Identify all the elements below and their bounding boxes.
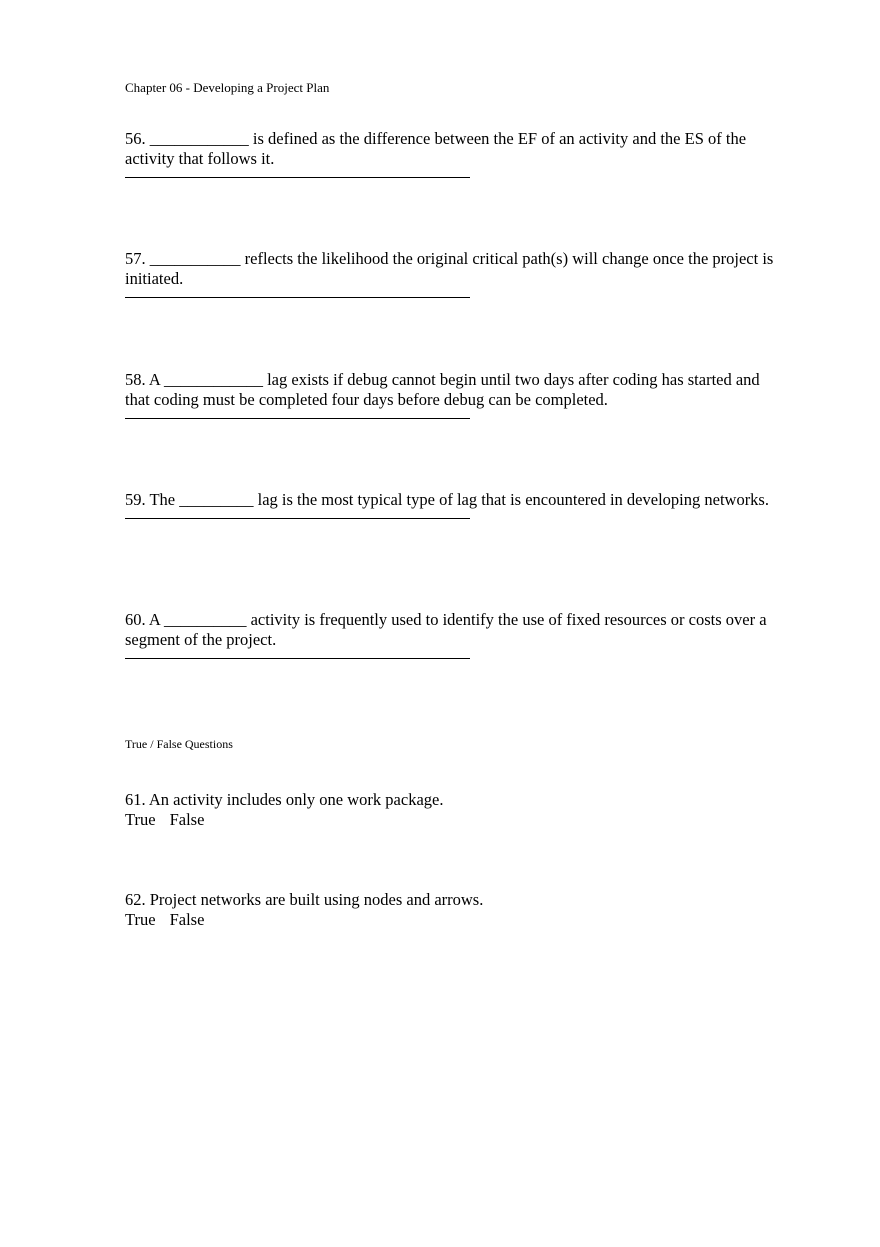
question-text: 60. A __________ activity is frequently used to identify the use of fixed resources or costs over a segment of the project. <box>125 610 767 649</box>
question-60 <box>125 610 785 659</box>
question-62 <box>125 890 785 930</box>
option-false[interactable]: False <box>169 910 205 929</box>
true-false-heading: True / False Questions <box>125 737 233 751</box>
answer-line[interactable] <box>125 297 470 298</box>
question-57 <box>125 249 785 298</box>
answer-line[interactable] <box>125 518 470 519</box>
question-56 <box>125 129 785 178</box>
true-false-options <box>125 810 785 830</box>
option-true[interactable]: True <box>125 910 156 929</box>
answer-line[interactable] <box>125 177 470 178</box>
question-61 <box>125 790 785 830</box>
true-false-options <box>125 910 785 930</box>
question-text: 57. ___________ reflects the likelihood the original critical path(s) will change once the project is initiated. <box>125 249 774 288</box>
question-text: 59. The _________ lag is the most typical type of lag that is encountered in developing networks. <box>125 490 769 509</box>
chapter-header: Chapter 06 - Developing a Project Plan <box>125 80 330 95</box>
answer-line[interactable] <box>125 418 470 419</box>
question-text: 61. An activity includes only one work package. <box>125 790 444 809</box>
question-text: 56. ____________ is defined as the difference between the EF of an activity and the ES of the activity that follows it. <box>125 129 747 168</box>
question-text: 58. A ____________ lag exists if debug cannot begin until two days after coding has started and that coding must be completed four days before debug can be completed. <box>125 370 760 409</box>
option-true[interactable]: True <box>125 810 156 829</box>
question-59 <box>125 490 785 519</box>
option-false[interactable]: False <box>169 810 205 829</box>
answer-line[interactable] <box>125 658 470 659</box>
question-text: 62. Project networks are built using nodes and arrows. <box>125 890 484 909</box>
question-58 <box>125 370 785 419</box>
